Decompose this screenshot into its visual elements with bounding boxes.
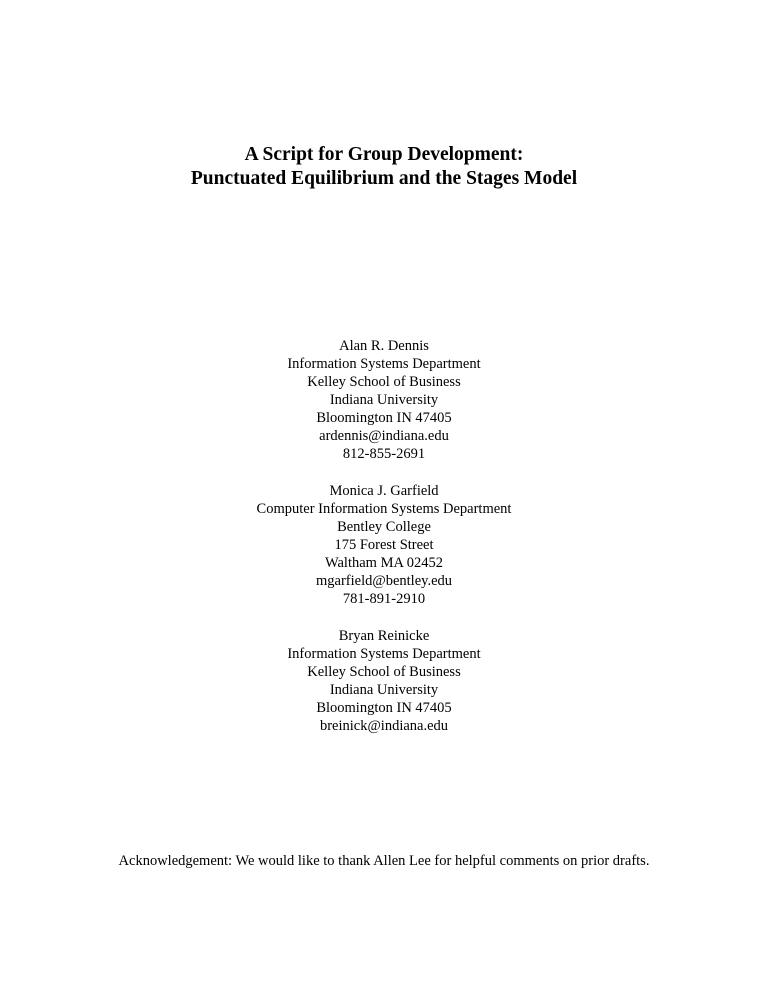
paper-title	[0, 143, 768, 191]
author-school: Kelley School of Business	[307, 664, 461, 680]
author-email: breinick@indiana.edu	[319, 718, 449, 734]
author-street: 175 Forest Street	[334, 537, 434, 553]
author-department: Computer Information Systems Department	[256, 501, 512, 517]
author-phone: 812-855-2691	[342, 446, 426, 462]
paper-title-line-1: A Script for Group Development:	[244, 144, 524, 165]
author-name: Monica J. Garfield	[329, 483, 439, 499]
author-institution: Indiana University	[329, 682, 439, 698]
author-address: Bloomington IN 47405	[316, 700, 452, 716]
author-block-reinicke	[0, 627, 768, 735]
author-phone: 781-891-2910	[342, 591, 426, 607]
paper-title-line-2: Punctuated Equilibrium and the Stages Model	[190, 168, 578, 189]
author-institution: Indiana University	[329, 392, 439, 408]
author-email: mgarfield@bentley.edu	[315, 573, 452, 589]
author-block-garfield	[0, 482, 768, 608]
acknowledgement: Acknowledgement: We would like to thank Allen Lee for helpful comments on prior drafts.	[118, 853, 650, 869]
author-name: Alan R. Dennis	[339, 338, 429, 354]
author-block-dennis	[0, 337, 768, 463]
author-department: Information Systems Department	[287, 356, 481, 372]
author-address: Waltham MA 02452	[324, 555, 444, 571]
author-school: Kelley School of Business	[307, 374, 461, 390]
author-email: ardennis@indiana.edu	[319, 428, 449, 444]
author-name: Bryan Reinicke	[338, 628, 430, 644]
author-address: Bloomington IN 47405	[316, 410, 452, 426]
author-department: Information Systems Department	[287, 646, 481, 662]
author-institution: Bentley College	[337, 519, 431, 535]
